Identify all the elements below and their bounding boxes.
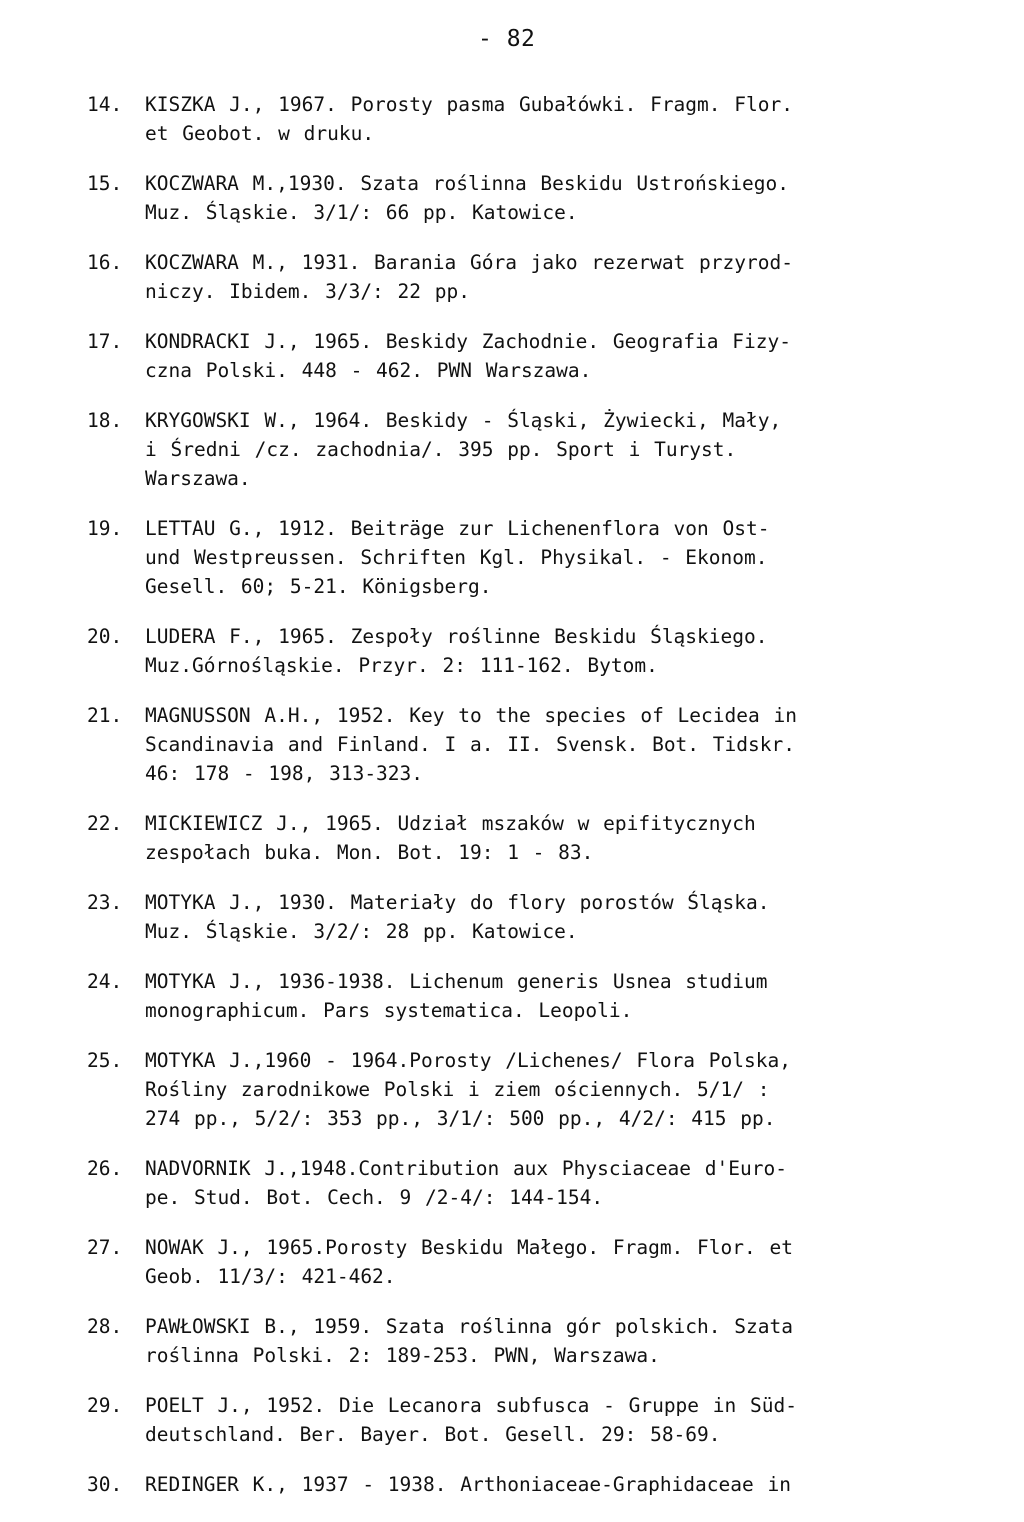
reference-text xyxy=(145,327,967,385)
reference-line: KISZKA J., 1967. Porosty pasma Gubałówki. Fragm. Flor. xyxy=(145,93,793,116)
reference-line: REDINGER K., 1937 - 1938. Arthoniaceae-Graphidaceae in xyxy=(145,1473,791,1496)
reference-number: 30. xyxy=(87,1473,123,1496)
reference-line: MOTYKA J., 1936-1938. Lichenum generis Usnea studium xyxy=(145,970,768,993)
reference-line: KRYGOWSKI W., 1964. Beskidy - Śląski, Żywiecki, Mały, xyxy=(145,409,782,432)
reference-entry xyxy=(87,90,967,148)
reference-line: Scandinavia and Finland. I a. II. Svensk. Bot. Tidskr. xyxy=(145,733,795,756)
reference-number: 16. xyxy=(87,251,123,274)
reference-number: 14. xyxy=(87,93,123,116)
reference-text xyxy=(145,701,967,788)
reference-text xyxy=(145,1312,967,1370)
reference-text xyxy=(145,248,967,306)
reference-entry xyxy=(87,169,967,227)
reference-number: 26. xyxy=(87,1157,123,1180)
reference-line: czna Polski. 448 - 462. PWN Warszawa. xyxy=(145,359,592,382)
reference-line: 46: 178 - 198, 313-323. xyxy=(145,762,424,785)
reference-number: 22. xyxy=(87,812,123,835)
reference-line: Muz. Śląskie. 3/1/: 66 pp. Katowice. xyxy=(145,201,578,224)
reference-entry xyxy=(87,1154,967,1212)
reference-number: 24. xyxy=(87,970,123,993)
reference-number: 18. xyxy=(87,409,123,432)
reference-line: pe. Stud. Bot. Cech. 9 /2-4/: 144-154. xyxy=(145,1186,604,1209)
reference-text xyxy=(145,1391,967,1449)
reference-number: 25. xyxy=(87,1049,123,1072)
reference-number: 15. xyxy=(87,172,123,195)
reference-text xyxy=(145,90,967,148)
reference-line: 274 pp., 5/2/: 353 pp., 3/1/: 500 pp., 4/2/: 415 pp. xyxy=(145,1107,776,1130)
reference-text xyxy=(145,1046,967,1133)
reference-line: monographicum. Pars systematica. Leopoli. xyxy=(145,999,633,1022)
reference-line: MOTYKA J., 1930. Materiały do flory porostów Śląska. xyxy=(145,891,770,914)
reference-text xyxy=(145,169,967,227)
reference-line: POELT J., 1952. Die Lecanora subfusca - Gruppe in Süd- xyxy=(145,1394,797,1417)
reference-line: KOCZWARA M., 1931. Barania Góra jako rezerwat przyrod- xyxy=(145,251,793,274)
reference-line: niczy. Ibidem. 3/3/: 22 pp. xyxy=(145,280,470,303)
reference-entry xyxy=(87,327,967,385)
reference-number: 27. xyxy=(87,1236,123,1259)
reference-entry xyxy=(87,622,967,680)
reference-entry xyxy=(87,967,967,1025)
reference-number: 23. xyxy=(87,891,123,914)
reference-line: KONDRACKI J., 1965. Beskidy Zachodnie. Geografia Fizy- xyxy=(145,330,791,353)
reference-line: MOTYKA J.,1960 - 1964.Porosty /Lichenes/ Flora Polska, xyxy=(145,1049,791,1072)
reference-line: Muz. Śląskie. 3/2/: 28 pp. Katowice. xyxy=(145,920,578,943)
reference-text xyxy=(145,1154,967,1212)
reference-line: und Westpreussen. Schriften Kgl. Physikal. - Ekonom. xyxy=(145,546,768,569)
reference-entry xyxy=(87,248,967,306)
reference-text xyxy=(145,967,967,1025)
reference-number: 28. xyxy=(87,1315,123,1338)
reference-line: zespołach buka. Mon. Bot. 19: 1 - 83. xyxy=(145,841,594,864)
reference-entry xyxy=(87,1470,967,1499)
reference-entry xyxy=(87,809,967,867)
reference-entry xyxy=(87,1046,967,1133)
reference-number: 29. xyxy=(87,1394,123,1417)
reference-line: deutschland. Ber. Bayer. Bot. Gesell. 29: 58-69. xyxy=(145,1423,721,1446)
page-number: - 82 xyxy=(478,26,536,52)
reference-line: Gesell. 60; 5-21. Königsberg. xyxy=(145,575,492,598)
reference-line: Geob. 11/3/: 421-462. xyxy=(145,1265,396,1288)
reference-text xyxy=(145,809,967,867)
reference-text xyxy=(145,1233,967,1291)
reference-text xyxy=(145,1470,967,1499)
reference-entry xyxy=(87,406,967,493)
reference-line: et Geobot. w druku. xyxy=(145,122,375,145)
reference-text xyxy=(145,514,967,601)
reference-line: KOCZWARA M.,1930. Szata roślinna Beskidu Ustrońskiego. xyxy=(145,172,789,195)
reference-line: PAWŁOWSKI B., 1959. Szata roślinna gór polskich. Szata xyxy=(145,1315,793,1338)
reference-list xyxy=(87,90,967,1520)
reference-text xyxy=(145,888,967,946)
reference-line: Muz.Górnośląskie. Przyr. 2: 111-162. Bytom. xyxy=(145,654,658,677)
reference-line: roślinna Polski. 2: 189-253. PWN, Warszawa. xyxy=(145,1344,660,1367)
reference-line: i Średni /cz. zachodnia/. 395 pp. Sport i Turyst. xyxy=(145,438,737,461)
reference-line: NADVORNIK J.,1948.Contribution aux Physciaceae d'Euro- xyxy=(145,1157,787,1180)
reference-line: MICKIEWICZ J., 1965. Udział mszaków w epifitycznych xyxy=(145,812,756,835)
reference-text xyxy=(145,406,967,493)
reference-entry xyxy=(87,1233,967,1291)
reference-entry xyxy=(87,514,967,601)
reference-line: Rośliny zarodnikowe Polski i ziem ościennych. 5/1/ : xyxy=(145,1078,770,1101)
reference-entry xyxy=(87,1391,967,1449)
reference-number: 20. xyxy=(87,625,123,648)
reference-line: LUDERA F., 1965. Zespoły roślinne Beskidu Śląskiego. xyxy=(145,625,768,648)
reference-line: NOWAK J., 1965.Porosty Beskidu Małego. Fragm. Flor. et xyxy=(145,1236,793,1259)
reference-number: 21. xyxy=(87,704,123,727)
reference-entry xyxy=(87,1312,967,1370)
reference-line: LETTAU G., 1912. Beiträge zur Lichenenflora von Ost- xyxy=(145,517,770,540)
reference-line: Warszawa. xyxy=(145,467,251,490)
reference-text xyxy=(145,622,967,680)
reference-line: MAGNUSSON A.H., 1952. Key to the species of Lecidea in xyxy=(145,704,797,727)
reference-number: 17. xyxy=(87,330,123,353)
reference-entry xyxy=(87,888,967,946)
reference-entry xyxy=(87,701,967,788)
reference-number: 19. xyxy=(87,517,123,540)
